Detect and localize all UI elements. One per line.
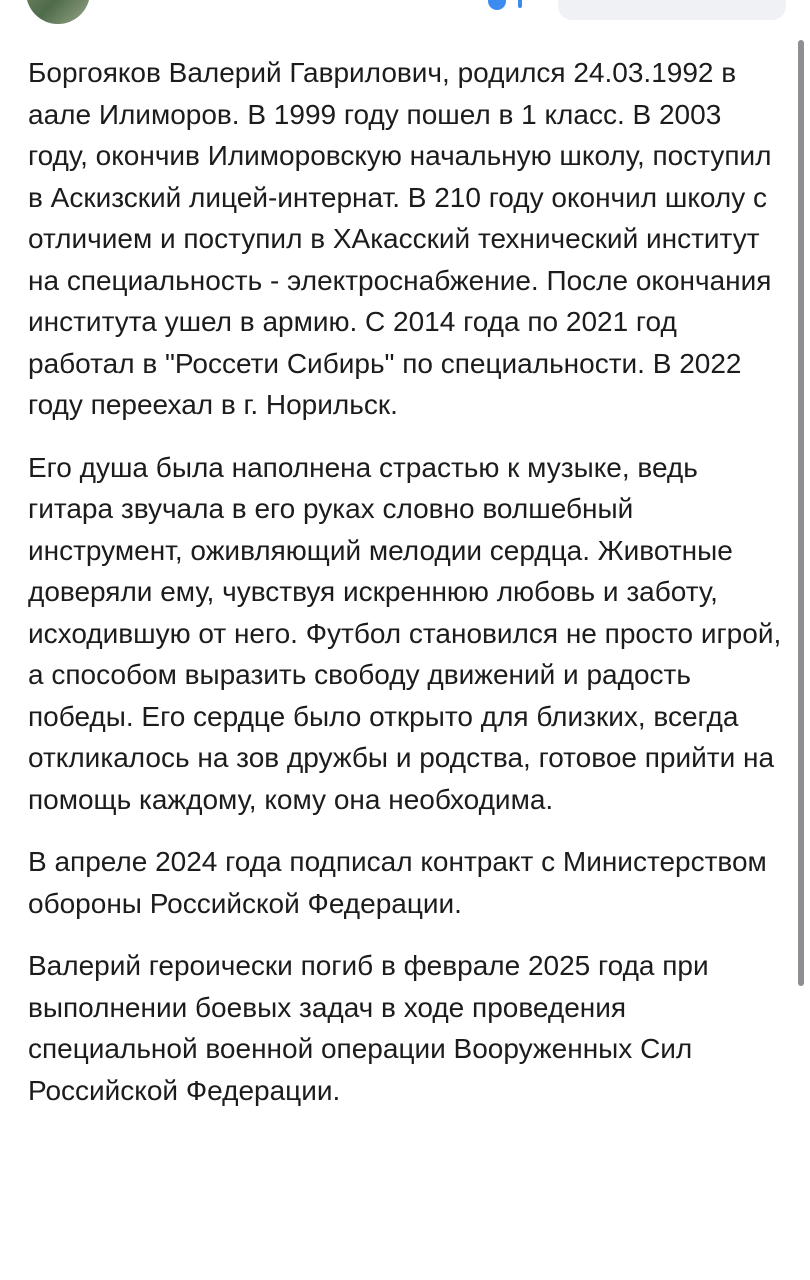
header-indicator-icon (518, 0, 522, 8)
scrollbar[interactable] (798, 40, 804, 986)
post-paragraph-contract: В апреле 2024 года подписал контракт с Министерством обороны Российской Федерации. (28, 846, 767, 919)
post-paragraph-personality: Его душа была наполнена страстью к музыке, ведь гитара звучала в его руках словно волшебный инструмент, оживляющий мелодии сердца. Животные доверяли ему, чувствуя искреннюю любовь и заботу, исходившую от него. Футбол становился не просто игрой, а способом выразить свободу движений и радость победы. Его сердце было открыто для близких, всегда откликалось на зов дружбы и родства, готовое прийти на помощь каждому, кому она необходима. (28, 451, 782, 815)
subscribe-button[interactable] (558, 0, 786, 20)
verified-badge-icon (488, 0, 506, 10)
post-header (0, 0, 810, 28)
channel-avatar[interactable] (26, 0, 90, 24)
post-paragraph-biography: Боргояков Валерий Гаврилович, родился 24.03.1992 в аале Илиморов. В 1999 году пошел в 1 класс. В 2003 году, окончив Илиморовскую начальную школу, поступил в Аскизский лицей-интернат. В 210 году окончил школу с отличием и поступил в ХАкасский технический институт на специальность - электроснабжение. После окончания института ушел в армию. С 2014 года по 2021 год работал в "Россети Сибирь" по специальности. В 2022 году переехал в г. Норильск. (28, 57, 772, 420)
post-paragraph-death: Валерий героически погиб в феврале 2025 года при выполнении боевых задач в ходе проведения специальной военной операции Вооруженных Сил Российской Федерации. (28, 950, 709, 1106)
post-body (28, 52, 788, 1132)
